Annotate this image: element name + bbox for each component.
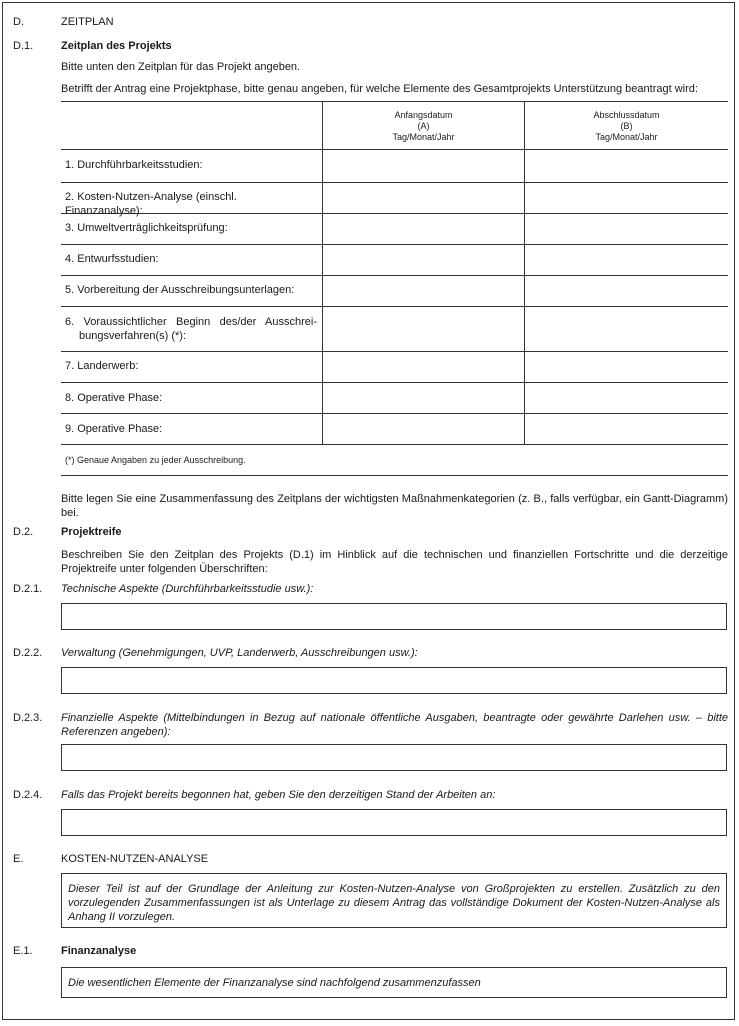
start-date-cell[interactable] [323, 414, 524, 444]
e1-title: Finanzanalyse [61, 945, 137, 957]
d1-code: D.1. [13, 40, 34, 52]
table-row-label: bungsverfahren(s) (*): [79, 330, 186, 342]
d2-3-label: Finanzielle Aspekte (Mittelbindungen in Bezug auf nationale öffentliche Ausgaben, beantragte oder gewährte Darlehen usw. – bitte Referenzen angeben): [61, 712, 728, 738]
table-rule [61, 444, 728, 445]
table-row-label: 7. Landerwerb: [65, 360, 139, 372]
d2-title: Projektreife [61, 526, 122, 538]
end-date-cell[interactable] [525, 414, 728, 444]
end-date-cell[interactable] [525, 183, 728, 213]
summary-note: Bitte legen Sie eine Zusammenfassung des Zeitplans der wichtigsten Maßnahmenkategorien (z. B., falls verfügbar, ein Gantt-Diagramm) bei. [61, 493, 728, 519]
table-row-label: 1. Durchführbarkeitsstudien: [65, 159, 203, 171]
financial-analysis-note: Die wesentlichen Elemente der Finanzanalyse sind nachfolgend zusammenzufassen [61, 967, 727, 998]
table-row-label: 2. Kosten-Nutzen-Analyse (einschl. Finanzanalyse): [65, 191, 237, 217]
table-row-label: 9. Operative Phase: [65, 423, 163, 435]
d2-4-label: Falls das Projekt bereits begonnen hat, geben Sie den derzeitigen Stand der Arbeiten an: [61, 789, 496, 801]
end-date-cell[interactable] [525, 276, 728, 306]
start-date-cell[interactable] [323, 183, 524, 213]
table-footnote: (*) Genaue Angaben zu jeder Ausschreibung. [65, 455, 246, 465]
start-date-cell[interactable] [323, 276, 524, 306]
start-date-cell[interactable] [323, 383, 524, 413]
end-date-cell[interactable] [525, 150, 728, 182]
table-row-label: 6. Voraussichtlicher Beginn des/der Ausschrei- [65, 316, 317, 328]
end-date-cell[interactable] [525, 245, 728, 275]
d2-3-code: D.2.3. [13, 712, 43, 724]
table-row-label: 3. Umweltverträglichkeitsprüfung: [65, 222, 228, 234]
section-d-code: D. [13, 16, 24, 28]
d2-1-code: D.2.1. [13, 583, 43, 595]
cost-benefit-note: Dieser Teil ist auf der Grundlage der Anleitung zur Kosten-Nutzen-Analyse von Großprojekten zu erstellen. Zusätzlich zu den vorzulegenden Zusammenfassungen ist als Unterlage zu diesem Antrag das vollständige Dokument der Kosten-Nutzen-Analyse als Anhang II vorzulegen. [61, 873, 727, 928]
d2-intro: Beschreiben Sie den Zeitplan des Projekts (D.1) im Hinblick auf die technischen und finanziellen Fortschritte und die derzeitige Projektreife unter folgenden Überschriften: [61, 549, 728, 575]
d2-code: D.2. [13, 526, 34, 538]
form-page [2, 2, 735, 1020]
table-row-label: 8. Operative Phase: [65, 392, 163, 404]
column-header-start-date: Anfangsdatum (A) Tag/Monat/Jahr [392, 110, 455, 142]
start-date-cell[interactable] [323, 150, 524, 182]
table-rule [61, 101, 728, 102]
start-date-cell[interactable] [323, 352, 524, 382]
d2-2-label: Verwaltung (Genehmigungen, UVP, Landerwerb, Ausschreibungen usw.): [61, 647, 418, 659]
table-rule [61, 475, 728, 476]
section-e-code: E. [13, 853, 24, 865]
d2-1-label: Technische Aspekte (Durchführbarkeitsstudie usw.): [61, 583, 314, 595]
column-header-end-date: Abschlussdatum (B) Tag/Monat/Jahr [593, 110, 660, 142]
administration-field[interactable] [61, 667, 727, 694]
table-row-label: 5. Vorbereitung der Ausschreibungsunterlagen: [65, 284, 295, 296]
d2-4-code: D.2.4. [13, 789, 43, 801]
start-date-cell[interactable] [323, 245, 524, 275]
end-date-cell[interactable] [525, 214, 728, 244]
end-date-cell[interactable] [525, 352, 728, 382]
section-d-title: ZEITPLAN [61, 16, 114, 28]
table-row-label: 4. Entwurfsstudien: [65, 253, 159, 265]
end-date-cell[interactable] [525, 383, 728, 413]
technical-aspects-field[interactable] [61, 603, 727, 630]
d1-title: Zeitplan des Projekts [61, 40, 172, 52]
d2-2-code: D.2.2. [13, 647, 43, 659]
work-status-field[interactable] [61, 809, 727, 836]
section-e-title: KOSTEN-NUTZEN-ANALYSE [61, 853, 209, 865]
e1-code: E.1. [13, 945, 33, 957]
financial-aspects-field[interactable] [61, 744, 727, 771]
d1-intro-2: Betrifft der Antrag eine Projektphase, bitte genau angeben, für welche Elemente des Gesamtprojekts Unterstützung beantragt wird: [61, 83, 698, 95]
start-date-cell[interactable] [323, 307, 524, 351]
start-date-cell[interactable] [323, 214, 524, 244]
end-date-cell[interactable] [525, 307, 728, 351]
d1-intro-1: Bitte unten den Zeitplan für das Projekt angeben. [61, 61, 301, 73]
